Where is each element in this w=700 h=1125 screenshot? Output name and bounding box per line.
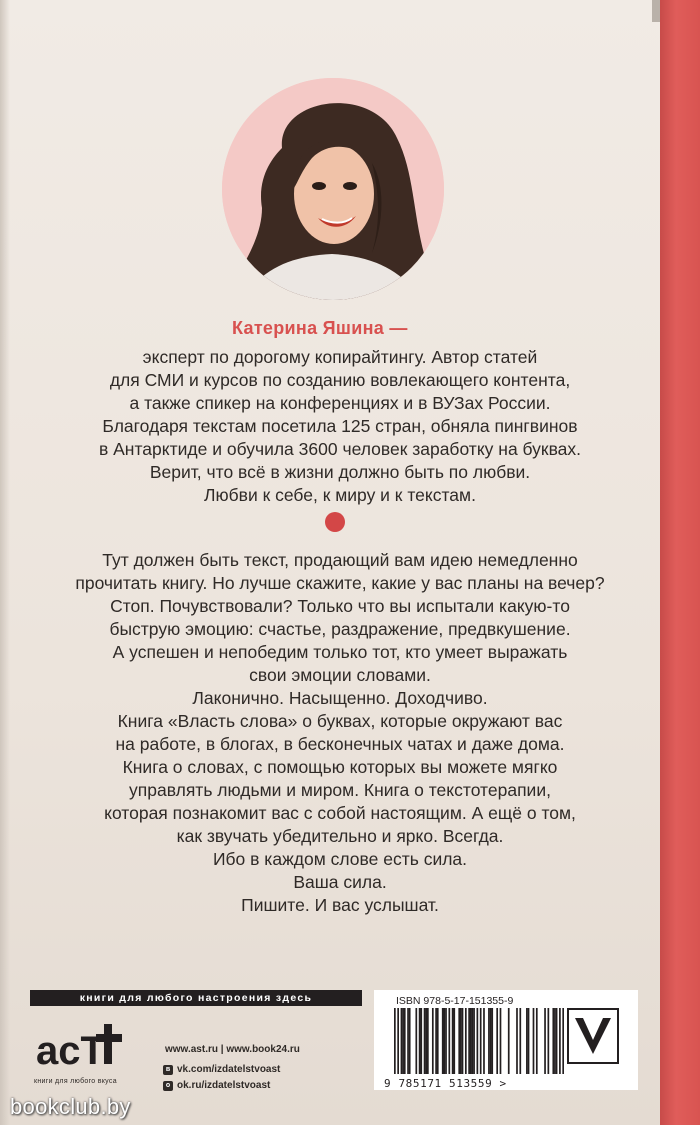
pitch-line: прочитать книгу. Но лучше скажите, какие у вас планы на вечер? [75,573,605,593]
bio-line: для СМИ и курсов по созданию вовлекающего контента, [109,370,571,390]
barcode-bar [394,1008,396,1074]
pitch-line: Пишите. И вас услышат. [241,895,439,915]
barcode-bar [419,1008,421,1074]
author-name: Катерина Яшина — [232,318,408,338]
barcode-bar [491,1008,493,1074]
barcode-image [394,1008,564,1074]
barcode-bar [448,1008,450,1074]
pitch-line: Стоп. Почувствовали? Только что вы испытали какую-то [110,596,570,616]
barcode-bar [460,1008,462,1074]
barcode-bar [458,1008,460,1074]
barcode-bar [536,1008,538,1074]
red-spine [660,0,700,1125]
pitch-line: Книга «Власть слова» о буквах, которые окружают вас [117,711,563,731]
barcode-bar [435,1008,437,1074]
bio-line: эксперт по дорогому копирайтингу. Автор статей [142,347,538,367]
barcode-bar [432,1008,434,1074]
barcode-bar [453,1008,455,1074]
barcode-bar [404,1008,406,1074]
pitch-line: на работе, в блогах, в бесконечных чатах и даже дома. [115,734,565,754]
barcode-bar [444,1008,446,1074]
barcode-bar [477,1008,479,1074]
barcode-bar [544,1008,546,1074]
barcode-bar [562,1008,564,1074]
spine-gap [652,0,660,22]
watermark-text: bookclub.by [10,1094,131,1119]
barcode-bar [415,1008,417,1074]
barcode-bar [556,1008,558,1074]
barcode-bar [409,1008,411,1074]
barcode-bar [425,1008,427,1074]
barcode-bar [488,1008,490,1074]
barcode-bar [490,1008,492,1074]
barcode-bar [407,1008,409,1074]
bio-line: Верит, что всё в жизни должно быть по любви. [149,462,531,482]
social-link-text: ok.ru/izdatelstvoast [177,1080,271,1091]
barcode-bar [480,1008,482,1074]
barcode-bar [508,1008,510,1074]
barcode-bar [420,1008,422,1074]
pitch-line: Ибо в каждом слове есть сила. [212,849,468,869]
cover-edge-shadow [0,0,10,1125]
ast-logo-letters: acT [36,1029,105,1073]
barcode-bar [554,1008,556,1074]
bio-line: Благодаря текстам посетила 125 стран, обняла пингвинов [102,416,578,436]
barcode-bar [402,1008,404,1074]
ok-icon: о [163,1081,173,1091]
barcode-bar [483,1008,485,1074]
barcode-number: 9 785171 513559 > [384,1077,507,1090]
barcode-bar [496,1008,498,1074]
barcode-bar [427,1008,429,1074]
isbn-label: ISBN 978-5-17-151355-9 [396,995,514,1007]
barcode-bar [516,1008,518,1074]
barcode-bar [552,1008,554,1074]
book-pitch [40,549,640,917]
barcode-bar [452,1008,454,1074]
publisher-slogan: книги для любого настроения здесь [30,990,362,1006]
barcode-bar [401,1008,403,1074]
pitch-line: быструю эмоцию: счастье, раздражение, предвкушение. [109,619,571,639]
pitch-line: как звучать убедительно и ярко. Всегда. [176,826,504,846]
barcode-bar [424,1008,426,1074]
barcode-bar [437,1008,439,1074]
barcode-bar [468,1008,470,1074]
barcode-bar [462,1008,464,1074]
barcode-bar [519,1008,521,1074]
barcode-bar [548,1008,550,1074]
barcode-bar [526,1008,528,1074]
social-link-text: vk.com/izdatelstvoast [177,1064,281,1075]
barcode-bar [559,1008,561,1074]
barcode-bar [442,1008,444,1074]
age-rating-badge [567,1008,619,1064]
pitch-line: А успешен и непобедим только тот, кто умеет выражать [112,642,568,662]
bio-line: Любви к себе, к миру и к текстам. [204,485,476,505]
publisher-links[interactable]: www.ast.ru | www.book24.ru [165,1044,300,1055]
ast-logo-icon [34,1012,144,1087]
barcode-bar [465,1008,467,1074]
divider-dot [325,512,345,532]
barcode-bar [445,1008,447,1074]
pitch-line: Ваша сила. [293,872,387,892]
social-link-vk[interactable] [163,1064,280,1075]
barcode-bar [500,1008,502,1074]
barcode-bar [470,1008,472,1074]
pitch-line: Книга о словах, с помощью которых вы можете мягко [122,757,558,777]
vk-icon: в [163,1065,173,1075]
pitch-line: которая познакомит вас с собой настоящим. А ещё о том, [104,803,576,823]
logo-tagline: книги для любого вкуса [34,1078,117,1085]
pitch-line: Тут должен быть текст, продающий вам идею немедленно [102,550,578,570]
pitch-line: Лаконично. Насыщенно. Доходчиво. [192,688,488,708]
author-portrait [222,78,444,300]
pitch-line: свои эмоции словами. [249,665,431,685]
author-bio [40,346,640,507]
barcode-bar [528,1008,530,1074]
barcode-bar [473,1008,475,1074]
barcode-bar [533,1008,535,1074]
barcode-bar [397,1008,399,1074]
barcode-bar [472,1008,474,1074]
bio-line: в Антарктиде и обучила 3600 человек заработку на буквах. [98,439,582,459]
pitch-line: управлять людьми и миром. Книга о текстотерапии, [129,780,551,800]
social-link-ok[interactable] [163,1080,270,1091]
author-photo-illustration [222,78,444,300]
bio-line: а также спикер на конференциях и в ВУЗах России. [129,393,551,413]
